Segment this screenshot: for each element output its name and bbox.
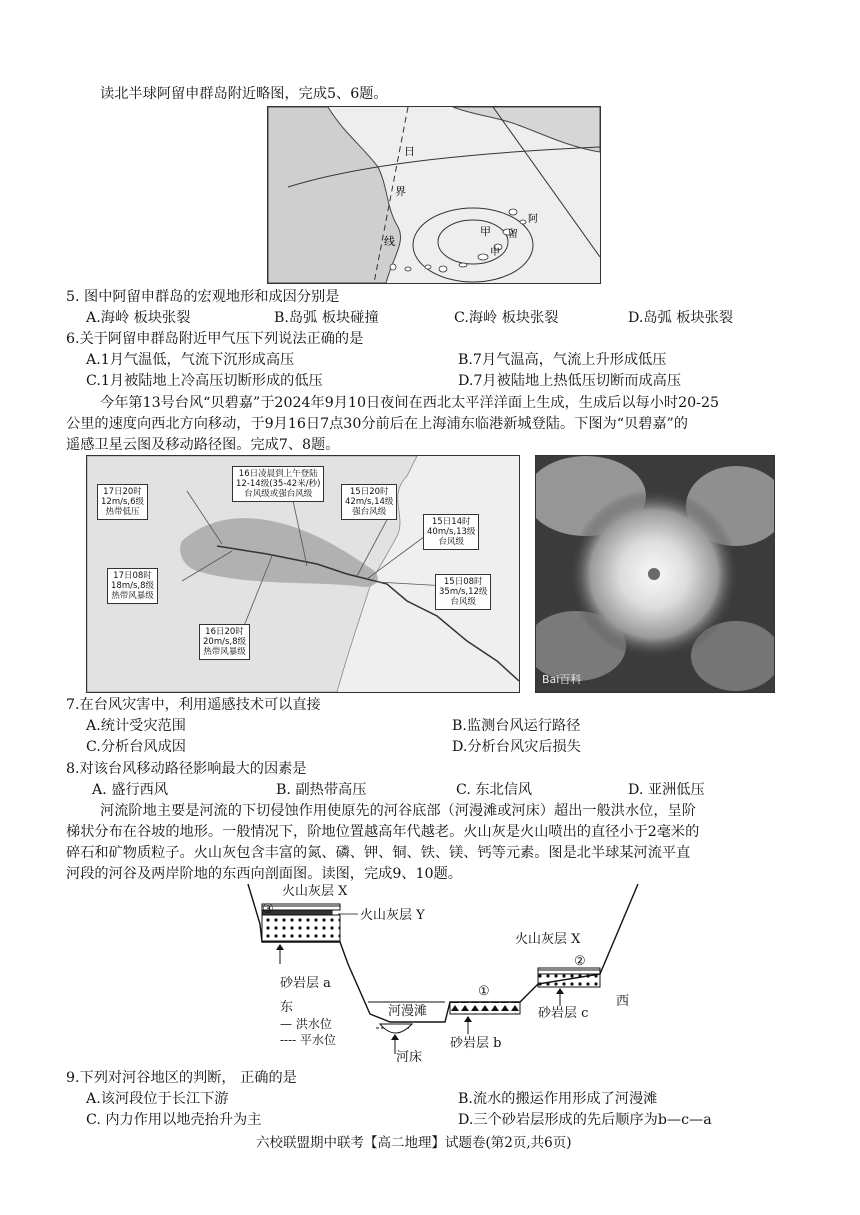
intro-q7-8-line1: 今年第13号台风“贝碧嘉”于2024年9月10日夜间在西北太平洋洋面上生成，生成后以每小时20-25 xyxy=(100,395,720,411)
q6-option-d[interactable]: D.7月被陆地上热低压切断而成高压 xyxy=(458,373,682,389)
intro-q9-10-line1: 河流阶地主要是河流的下切侵蚀作用使原先的河谷底部（河漫滩或河床）超出一般洪水位，呈阶 xyxy=(100,803,696,819)
profile-num-2: ② xyxy=(574,954,586,969)
profile-sand-a: 砂岩层 a xyxy=(280,976,331,991)
aleutian-map xyxy=(267,106,601,284)
q7-option-b[interactable]: B.监测台风运行路径 xyxy=(452,718,581,734)
map1-label-jia: 甲 xyxy=(480,225,491,238)
typhoon-label-15d20h: 15日20时 42m/s,14级 强台风级 xyxy=(341,484,397,520)
q5-option-a[interactable]: A.海岭 板块张裂 xyxy=(86,310,191,326)
q8-option-c[interactable]: C. 东北信风 xyxy=(456,782,533,798)
intro-q9-10-line4: 河段的河谷及两岸阶地的东西向剖面图。读图，完成9、10题。 xyxy=(66,866,462,882)
q6-stem: 6.关于阿留申群岛附近甲气压下列说法正确的是 xyxy=(66,331,364,347)
q7-option-d[interactable]: D.分析台风灾后损失 xyxy=(452,739,581,755)
map1-label-a: 阿 xyxy=(528,214,538,225)
q6-option-a[interactable]: A.1月气温低，气流下沉形成高压 xyxy=(86,352,295,368)
typhoon-label-17d20h: 17日20时 12m/s,6级 热带低压 xyxy=(97,484,148,520)
profile-sand-c: 砂岩层 c xyxy=(538,1006,589,1021)
map1-label-liu: 留 xyxy=(508,229,518,240)
profile-west: 西 xyxy=(616,994,630,1009)
q9-option-c[interactable]: C. 内力作用以地壳抬升为主 xyxy=(86,1112,262,1128)
typhoon-label-15d08h: 15日08时 35m/s,12级 台风级 xyxy=(435,574,491,610)
intro-q7-8-line2: 公里的速度向西北方向移动，于9月16日7点30分前后在上海浦东临港新城登陆。下图为“贝碧嘉”的 xyxy=(66,416,688,432)
q7-option-c[interactable]: C.分析台风成因 xyxy=(86,739,186,755)
profile-flood-level: — 洪水位 xyxy=(280,1017,332,1031)
satellite-watermark: Bai百科 xyxy=(542,673,582,686)
map1-label-shen: 申 xyxy=(490,247,500,258)
q9-option-a[interactable]: A.该河段位于长江下游 xyxy=(86,1091,229,1107)
profile-sand-b: 砂岩层 b xyxy=(450,1036,502,1051)
q8-option-d[interactable]: D. 亚洲低压 xyxy=(628,782,705,798)
typhoon-track-map xyxy=(86,455,520,693)
satellite-cloud-drawing xyxy=(536,456,774,692)
profile-num-1: ① xyxy=(478,984,490,999)
q7-stem: 7.在台风灾害中，利用遥感技术可以直接 xyxy=(66,697,321,713)
satellite-cloud-image xyxy=(535,455,775,693)
q9-option-d[interactable]: D.三个砂岩层形成的先后顺序为b—c—a xyxy=(458,1112,712,1128)
q8-stem: 8.对该台风移动路径影响最大的因素是 xyxy=(66,761,307,777)
profile-ash-x-right: 火山灰层 X xyxy=(515,932,581,947)
profile-floodplain: 河漫滩 xyxy=(388,1004,428,1019)
map1-label-2: 界 xyxy=(395,185,406,198)
page-footer: 六校联盟期中联考【高二地理】试题卷(第2页,共6页) xyxy=(256,1135,572,1151)
q8-option-a[interactable]: A. 盛行西风 xyxy=(92,782,169,798)
q5-option-c[interactable]: C.海岭 板块张裂 xyxy=(454,310,559,326)
profile-east: 东 xyxy=(280,1000,294,1015)
profile-riverbed: 河床 xyxy=(396,1050,423,1065)
profile-num-3: ③ xyxy=(262,902,274,917)
intro-q9-10-line3: 碎石和矿物质粒子。火山灰包含丰富的氮、磷、钾、铜、铁、镁、钙等元素。图是北半球某河流平直 xyxy=(66,845,691,861)
river-terrace-profile xyxy=(240,884,640,1064)
profile-ash-x-left: 火山灰层 X xyxy=(282,884,348,899)
q7-option-a[interactable]: A.统计受灾范围 xyxy=(86,718,186,734)
q5-option-b[interactable]: B.岛弧 板块碰撞 xyxy=(274,310,379,326)
map1-label-1: 日 xyxy=(404,145,415,158)
q6-option-b[interactable]: B.7月气温高，气流上升形成低压 xyxy=(458,352,667,368)
q8-option-b[interactable]: B. 副热带高压 xyxy=(276,782,367,798)
typhoon-label-landfall: 16日凌晨到上午登陆 12-14级(35-42米/秒) 台风级或强台风级 xyxy=(232,466,324,502)
intro-q9-10-line2: 梯状分布在谷坡的地形。一般情况下，阶地位置越高年代越老。火山灰是火山喷出的直径小于2毫米的 xyxy=(66,824,700,840)
aleutian-map-drawing xyxy=(268,107,600,283)
typhoon-label-17d08h: 17日08时 18m/s,8级 热带风暴级 xyxy=(107,568,158,604)
typhoon-label-16d20h: 16日20时 20m/s,8级 热带风暴级 xyxy=(199,624,250,660)
q5-stem: 5. 图中阿留申群岛的宏观地形和成因分别是 xyxy=(66,289,340,305)
map1-label-3: 线 xyxy=(384,235,395,248)
q5-option-d[interactable]: D.岛弧 板块张裂 xyxy=(628,310,734,326)
q9-stem: 9.下列对河谷地区的判断， 正确的是 xyxy=(66,1070,297,1086)
intro-q5-6: 读北半球阿留申群岛附近略图，完成5、6题。 xyxy=(100,86,388,102)
q9-option-b[interactable]: B.流水的搬运作用形成了河漫滩 xyxy=(458,1091,658,1107)
typhoon-label-15d14h: 15日14时 40m/s,13级 台风级 xyxy=(423,514,479,550)
q6-option-c[interactable]: C.1月被陆地上冷高压切断形成的低压 xyxy=(86,373,323,389)
intro-q7-8-line3: 遥感卫星云图及移动路径图。完成7、8题。 xyxy=(66,437,340,453)
profile-normal-level: ---- 平水位 xyxy=(280,1033,337,1047)
profile-ash-y: 火山灰层 Y xyxy=(360,908,425,923)
